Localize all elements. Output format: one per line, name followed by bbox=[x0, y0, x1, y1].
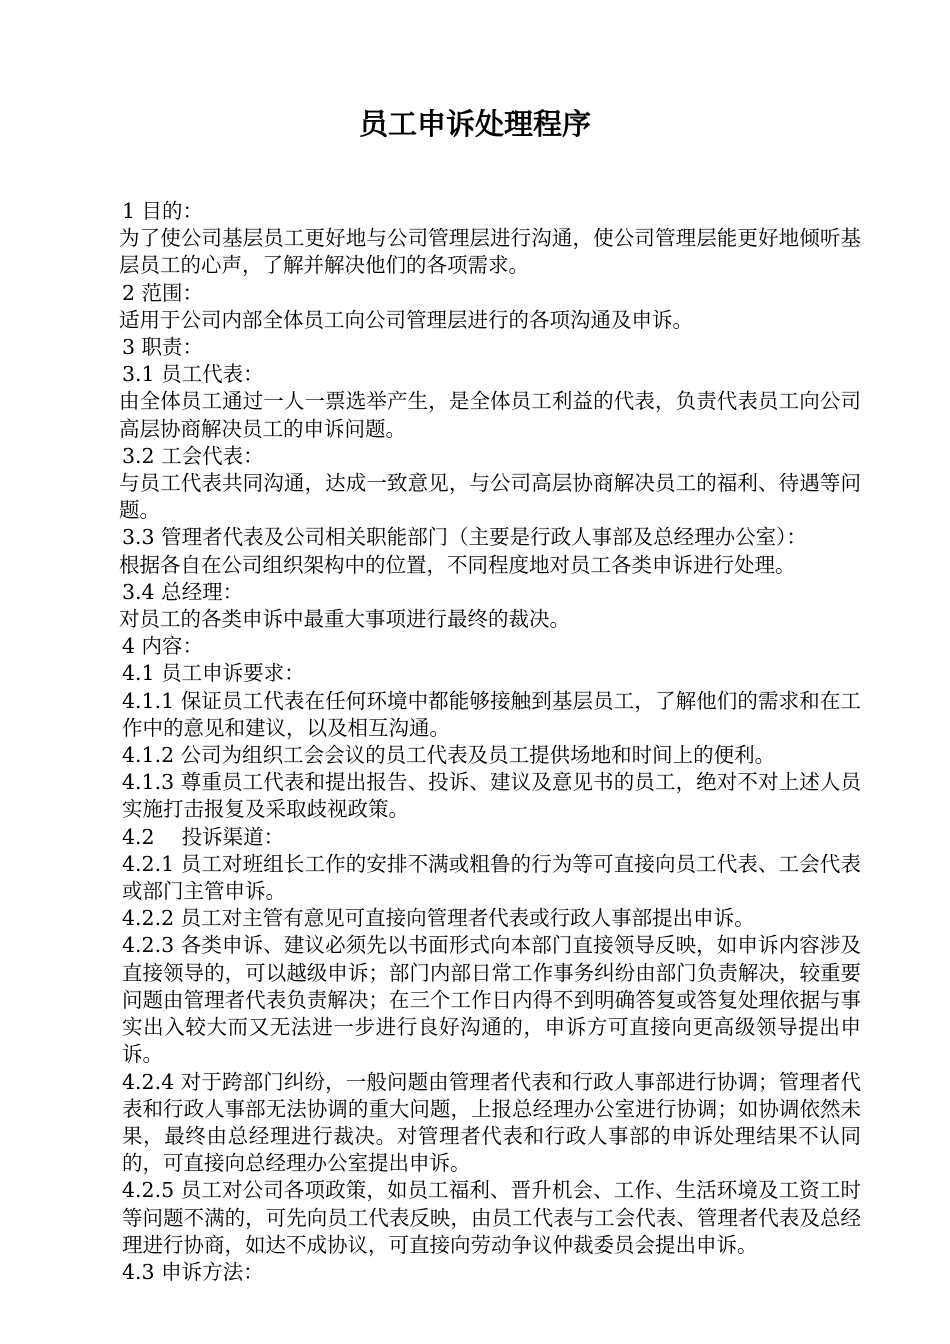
section-heading-line: 4.2 投诉渠道： bbox=[122, 824, 285, 849]
section-heading-line: 3 职责： bbox=[122, 335, 204, 360]
body-paragraph: 根据各自在公司组织架构中的位置，不同程度地对员工各类申诉进行处理。 bbox=[119, 552, 796, 577]
section-heading-line: 4 内容： bbox=[122, 634, 204, 659]
section-heading-line: 3.2 工会代表： bbox=[122, 443, 264, 468]
section-heading-line: 4.1.2 公司为组织工会会议的员工代表及员工提供场地和时间上的便利。 bbox=[122, 743, 776, 768]
section-heading-line: 4.1.1 保证员工代表在任何环境中都能够接触到基层员工，了解他们的需求和在工作中的意见和建议，以及相互沟通。 bbox=[122, 688, 861, 740]
section-heading-line: 4.1 员工申诉要求： bbox=[122, 661, 305, 686]
section-heading-line: 4.2.5 员工对公司各项政策，如员工福利、晋升机会、工作、生活环境及工资工时等问题不满的，可先向员工代表反映，由员工代表与工会代表、管理者代表及总经理进行协商，如达不成协议，可直接向劳动争议仲裁委员会提出申诉。 bbox=[122, 1178, 861, 1257]
section-heading-line: 3.4 总经理： bbox=[122, 579, 244, 604]
section-heading-line: 2 范围： bbox=[122, 280, 204, 305]
document-title: 员工申诉处理程序 bbox=[358, 107, 591, 141]
section-heading-line: 4.3 申诉方法： bbox=[122, 1259, 264, 1284]
document-body bbox=[119, 198, 861, 1286]
body-paragraph: 由全体员工通过一人一票选举产生，是全体员工利益的代表，负责代表员工向公司高层协商解决员工的申诉问题。 bbox=[119, 389, 861, 441]
section-heading-line: 4.2.3 各类申诉、建议必须先以书面形式向本部门直接领导反映，如申诉内容涉及直接领导的，可以越级申诉；部门内部日常工作事务纠纷由部门负责解决，较重要问题由管理者代表负责解决；在三个工作日内得不到明确答复或答复处理依据与事实出入较大而又无法进一步进行良好沟通的，申诉方可直接向更高级领导提出申诉。 bbox=[122, 933, 861, 1067]
section-heading-line: 1 目的： bbox=[122, 199, 204, 223]
body-paragraph: 与员工代表共同沟通，达成一致意见，与公司高层协商解决员工的福利、待遇等问题。 bbox=[119, 471, 861, 523]
section-heading-line: 4.2.4 对于跨部门纠纷，一般问题由管理者代表和行政人事部进行协调；管理者代表和行政人事部无法协调的重大问题，上报总经理办公室进行协调；如协调依然未果，最终由总经理进行裁决。对管理者代表和行政人事部的申诉处理结果不认同的，可直接向总经理办公室提出申诉。 bbox=[122, 1069, 861, 1176]
body-paragraph: 对员工的各类申诉中最重大事项进行最终的裁决。 bbox=[119, 607, 570, 632]
section-heading-line: 4.2.2 员工对主管有意见可直接向管理者代表或行政人事部提出申诉。 bbox=[122, 906, 755, 931]
section-heading-line: 4.2.1 员工对班组长工作的安排不满或粗鲁的行为等可直接向员工代表、工会代表或部门主管申诉。 bbox=[122, 851, 861, 904]
section-heading-line: 4.1.3 尊重员工代表和提出报告、投诉、建议及意见书的员工，绝对不对上述人员实施打击报复及采取歧视政策。 bbox=[122, 770, 861, 822]
body-paragraph: 适用于公司内部全体员工向公司管理层进行的各项沟通及申诉。 bbox=[119, 307, 693, 332]
body-paragraph: 为了使公司基层员工更好地与公司管理层进行沟通，使公司管理层能更好地倾听基层员工的心声，了解并解决他们的各项需求。 bbox=[119, 226, 861, 278]
section-heading-line: 3.3 管理者代表及公司相关职能部门（主要是行政人事部及总经理办公室）： bbox=[122, 525, 807, 550]
section-heading-line: 3.1 员工代表： bbox=[122, 362, 264, 387]
